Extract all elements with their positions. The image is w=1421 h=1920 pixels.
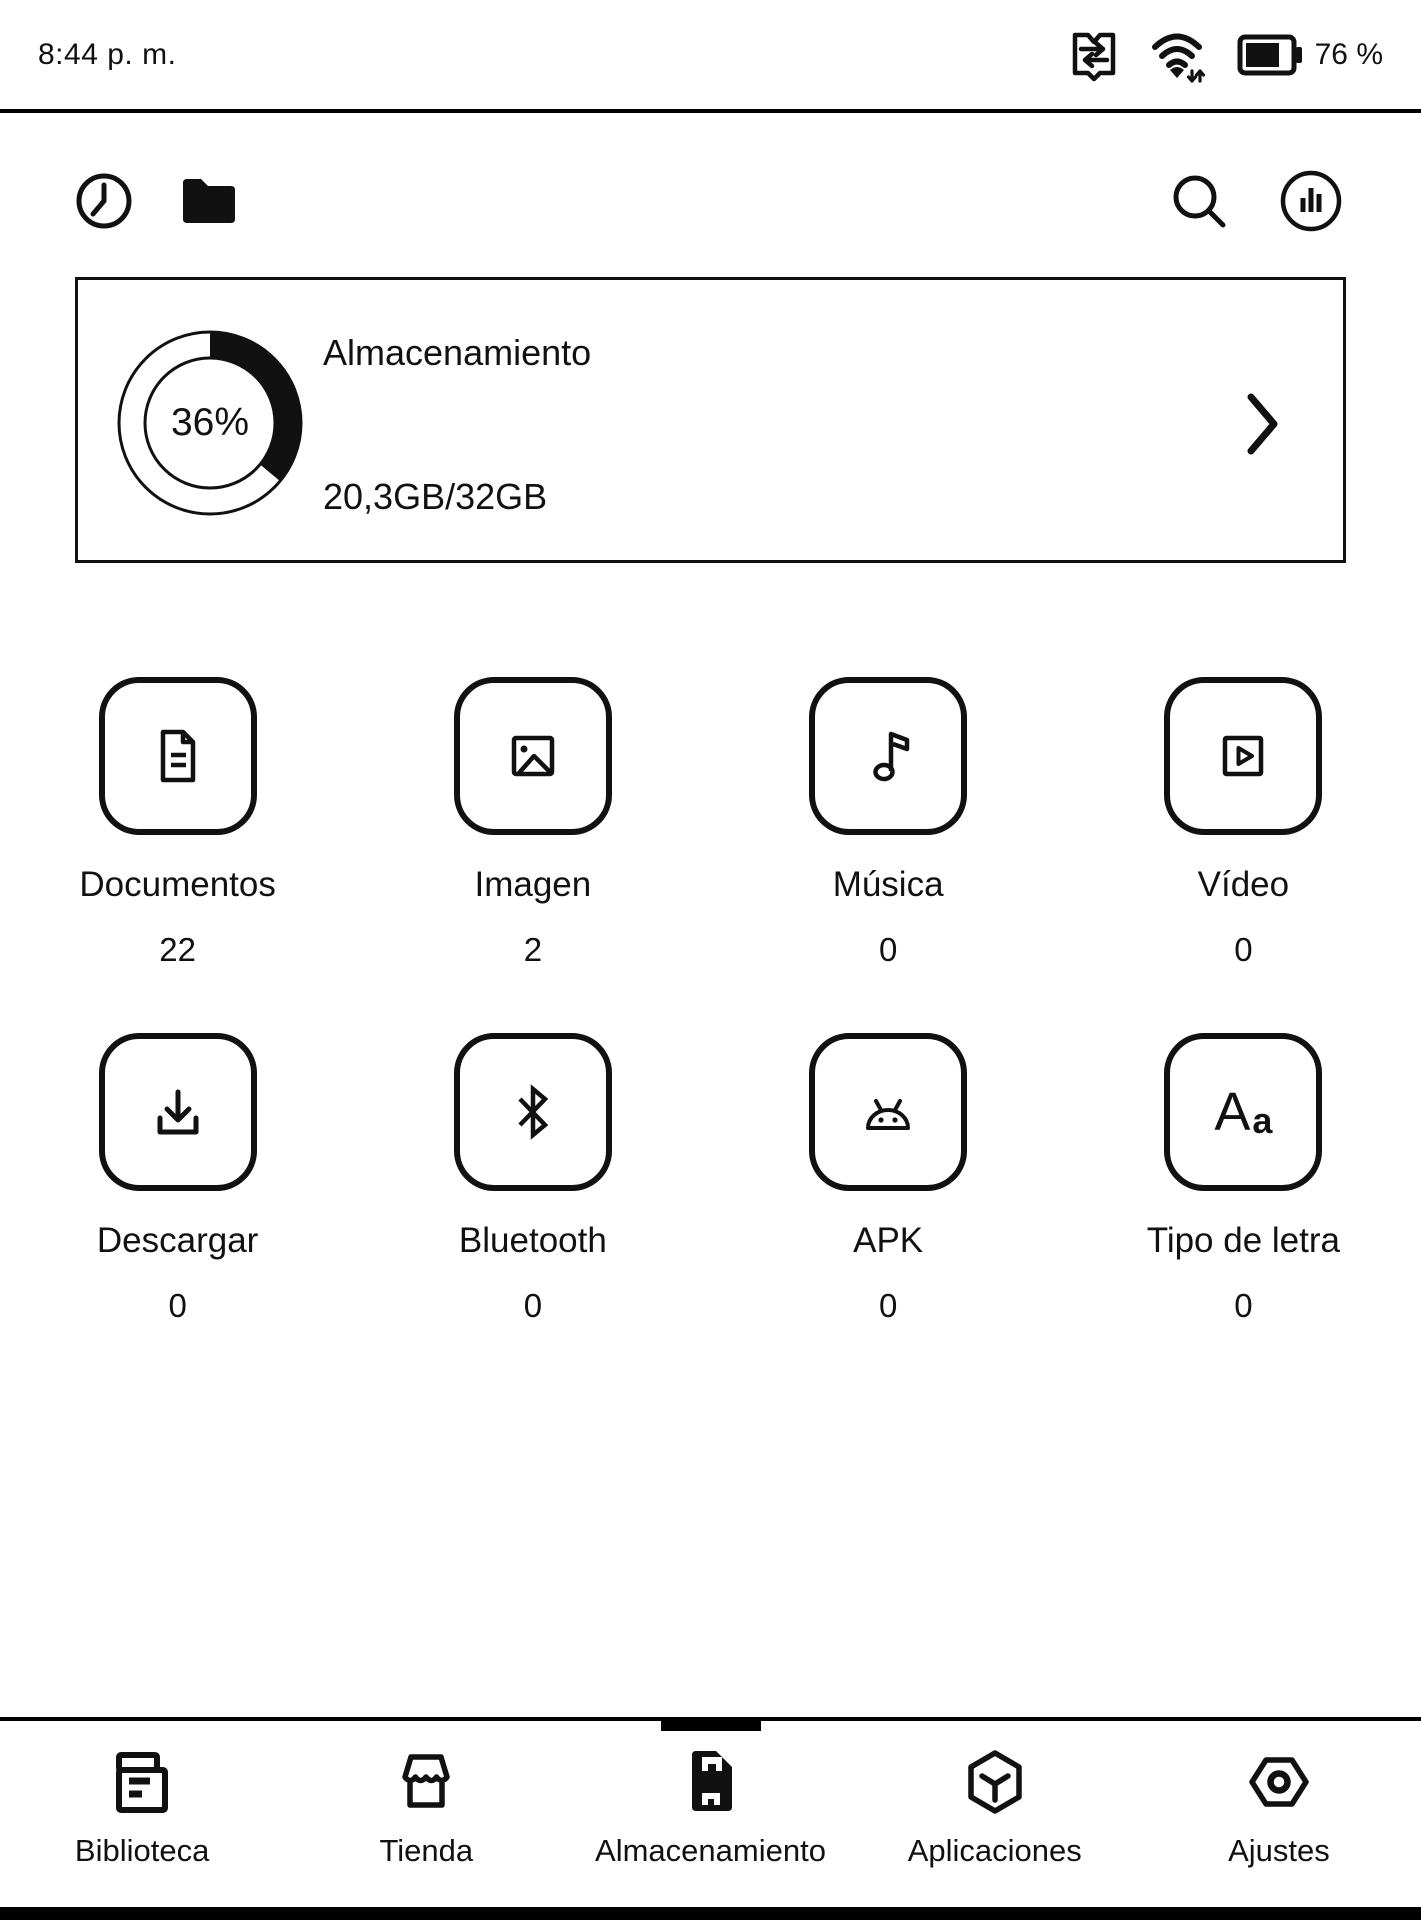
active-tab-indicator <box>661 1721 761 1731</box>
video-tile <box>1164 677 1322 835</box>
category-bluetooth[interactable] <box>454 1033 612 1389</box>
nav-item-apps[interactable] <box>853 1721 1137 1920</box>
download-tile <box>99 1033 257 1191</box>
folder-icon <box>179 175 239 227</box>
category-label: Bluetooth <box>458 1221 607 1260</box>
category-count: 0 <box>878 1287 898 1324</box>
history-clock-icon <box>75 172 133 230</box>
folder-button[interactable] <box>179 175 239 227</box>
category-label: Descargar <box>96 1221 259 1260</box>
nav-item-settings[interactable] <box>1137 1721 1421 1920</box>
search-icon <box>1168 170 1230 232</box>
category-count: 22 <box>159 931 196 968</box>
category-count: 0 <box>523 1287 543 1324</box>
category-label: Vídeo <box>1197 865 1290 904</box>
toolbar <box>75 168 1344 234</box>
nav-item-library[interactable] <box>0 1721 284 1920</box>
nav-item-store[interactable] <box>284 1721 568 1920</box>
stats-button[interactable] <box>1278 168 1344 234</box>
category-label: Tipo de letra <box>1146 1221 1340 1260</box>
battery-percent: 76 % <box>1314 37 1383 71</box>
document-tile <box>99 677 257 835</box>
font-tile <box>1164 1033 1322 1191</box>
nav-label: Almacenamiento <box>595 1833 826 1868</box>
document-icon <box>146 724 210 788</box>
search-button[interactable] <box>1168 170 1230 232</box>
category-count: 0 <box>1234 931 1253 968</box>
image-icon <box>501 724 565 788</box>
clock-time: 8:44 p. m. <box>38 37 177 71</box>
book-sync-icon <box>1065 26 1123 84</box>
nav-label: Tienda <box>379 1833 474 1868</box>
category-label: Imagen <box>474 865 592 904</box>
nav-label: Biblioteca <box>74 1833 210 1868</box>
nav-label: Aplicaciones <box>907 1833 1082 1868</box>
video-icon <box>1211 724 1275 788</box>
storage-percent-label: 36% <box>170 401 250 444</box>
storage-usage-value: 20,3GB/32GB <box>323 476 548 517</box>
category-count: 0 <box>878 931 898 968</box>
storage-icon <box>683 1747 739 1817</box>
category-grid <box>0 677 1421 1389</box>
status-icons <box>1065 26 1383 84</box>
storage-donut-chart <box>115 328 305 518</box>
apps-icon <box>965 1747 1025 1817</box>
category-apk[interactable] <box>809 1033 967 1389</box>
settings-icon <box>1246 1747 1312 1817</box>
status-bar <box>0 0 1421 113</box>
apk-tile <box>809 1033 967 1191</box>
category-count: 0 <box>1234 1287 1253 1324</box>
chevron-right-icon <box>1245 391 1281 457</box>
category-label: APK <box>853 1221 924 1260</box>
category-label: Documentos <box>79 865 276 904</box>
music-icon <box>858 725 918 787</box>
wifi-icon <box>1151 26 1209 84</box>
nav-item-storage[interactable] <box>568 1721 852 1920</box>
battery-status <box>1237 34 1383 76</box>
battery-icon <box>1237 34 1303 76</box>
image-tile <box>454 677 612 835</box>
stats-icon <box>1278 168 1344 234</box>
storage-card-title: Almacenamiento <box>323 332 592 373</box>
library-icon <box>111 1747 173 1817</box>
category-label: Música <box>832 865 944 904</box>
font-icon: A a <box>1214 1082 1273 1142</box>
store-icon <box>396 1747 456 1817</box>
nav-label: Ajustes <box>1228 1833 1330 1868</box>
bluetooth-icon <box>510 1080 556 1144</box>
gesture-bar <box>0 1907 1421 1920</box>
category-count: 0 <box>168 1287 187 1324</box>
bluetooth-tile <box>454 1033 612 1191</box>
category-downloads[interactable] <box>97 1033 258 1389</box>
history-button[interactable] <box>75 172 133 230</box>
music-tile <box>809 677 967 835</box>
download-icon <box>148 1082 208 1142</box>
category-documents[interactable] <box>79 677 275 1033</box>
category-count: 2 <box>523 931 543 968</box>
storage-card[interactable] <box>75 277 1346 563</box>
bottom-navigation <box>0 1717 1421 1920</box>
category-fonts[interactable] <box>1147 1033 1340 1389</box>
category-video[interactable] <box>1164 677 1322 1033</box>
category-music[interactable] <box>809 677 967 1033</box>
category-images[interactable] <box>454 677 612 1033</box>
android-icon <box>855 1086 921 1138</box>
